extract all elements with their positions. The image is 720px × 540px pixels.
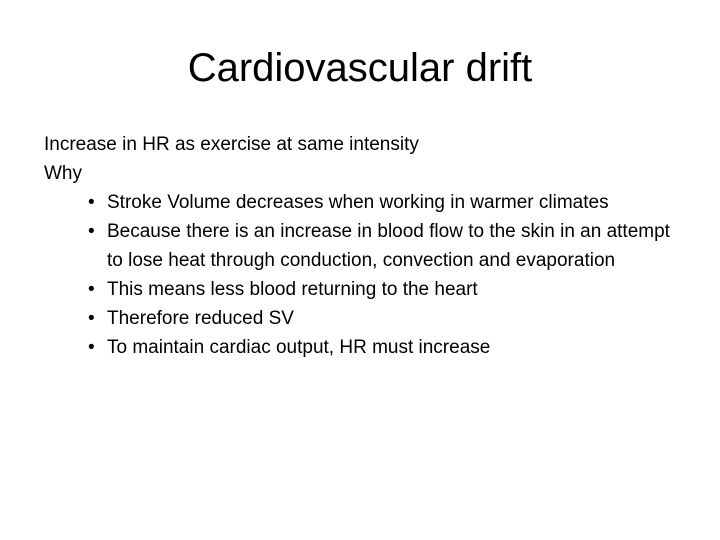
list-item-text: This means less blood returning to the heart bbox=[107, 279, 478, 300]
bullet-icon: • bbox=[88, 192, 95, 213]
bullet-list bbox=[44, 188, 684, 362]
bullet-icon: • bbox=[88, 337, 95, 358]
list-item bbox=[44, 275, 684, 304]
list-item bbox=[44, 304, 684, 333]
list-item bbox=[44, 333, 684, 362]
bullet-icon: • bbox=[88, 221, 95, 242]
list-item-text: Stroke Volume decreases when working in warmer climates bbox=[107, 192, 609, 213]
bullet-icon: • bbox=[88, 308, 95, 329]
list-item-text: Therefore reduced SV bbox=[107, 308, 294, 329]
list-item bbox=[44, 217, 684, 275]
intro-line: Increase in HR as exercise at same intensity bbox=[44, 134, 419, 155]
list-item-text: To maintain cardiac output, HR must increase bbox=[107, 337, 491, 358]
slide-title: Cardiovascular drift bbox=[187, 46, 533, 90]
list-item bbox=[44, 188, 684, 217]
list-item-text: Because there is an increase in blood flow to the skin in an attempt to lose heat through conduction, convection and evaporation bbox=[107, 221, 670, 271]
intro-line-why: Why bbox=[44, 163, 82, 184]
bullet-icon: • bbox=[88, 279, 95, 300]
slide-body bbox=[44, 130, 684, 362]
